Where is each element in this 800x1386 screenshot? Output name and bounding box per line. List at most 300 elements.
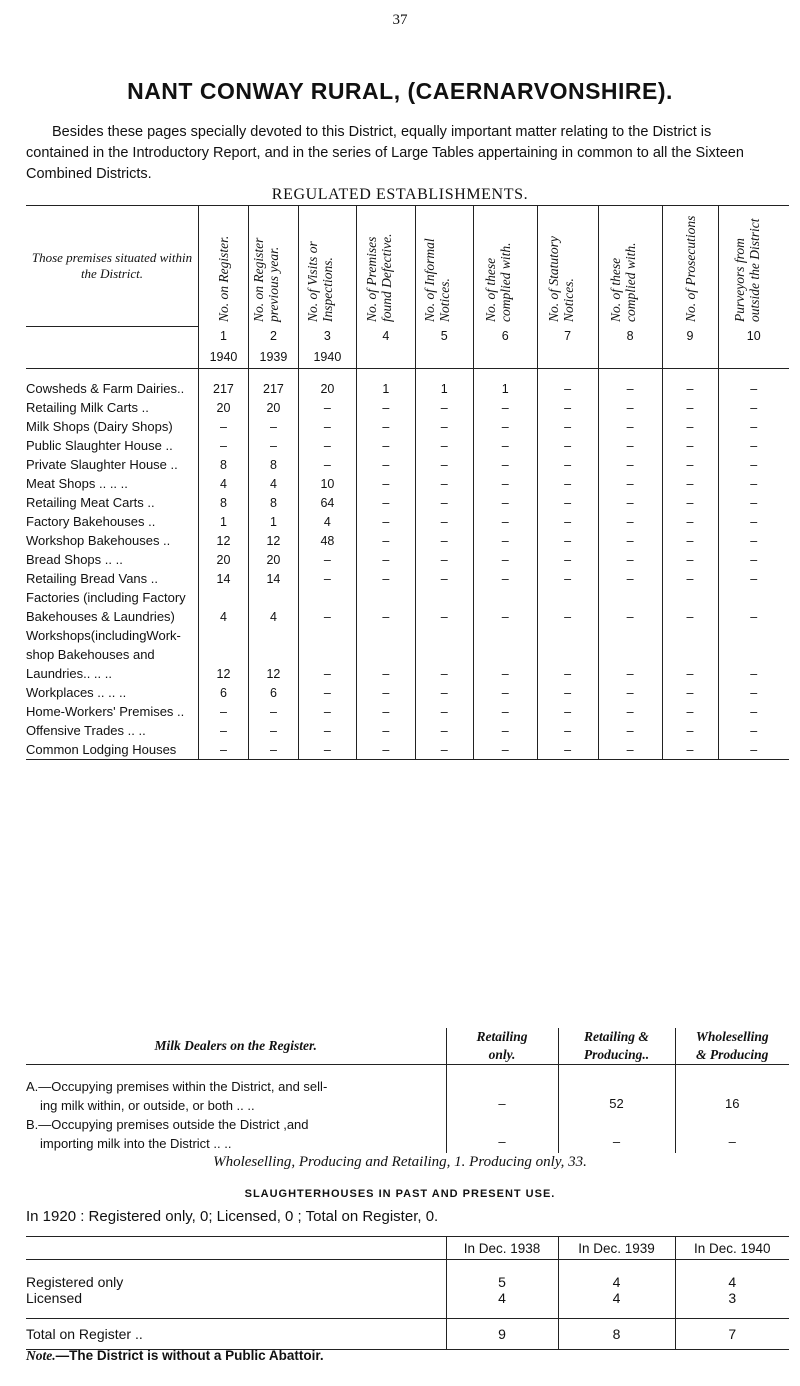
table-cell: – <box>248 721 298 740</box>
table-row <box>26 531 789 550</box>
table-cell: – <box>537 531 598 550</box>
table-cell <box>356 626 415 645</box>
column-header: No. of these complied with. <box>473 206 537 327</box>
table-row <box>26 474 789 493</box>
table-cell: – <box>415 531 473 550</box>
table-row <box>26 683 789 702</box>
table-cell <box>356 645 415 664</box>
page-title: NANT CONWAY RURAL, (CAERNARVONSHIRE). <box>127 78 673 104</box>
table-cell: – <box>537 569 598 588</box>
table-cell: – <box>718 379 789 398</box>
table-cell <box>662 588 718 607</box>
table-cell: 4 <box>248 607 298 626</box>
table-cell: – <box>415 493 473 512</box>
row-label: Workshops(includingWork- <box>26 628 181 643</box>
row-label: Workplaces .. .. .. <box>26 685 127 700</box>
table-cell <box>415 626 473 645</box>
table-cell: 8 <box>248 493 298 512</box>
table-cell: – <box>473 569 537 588</box>
table-cell: – <box>415 740 473 760</box>
table-cell: – <box>356 569 415 588</box>
table-cell: 12 <box>198 531 248 550</box>
note-prefix: Note. <box>26 1348 56 1363</box>
note <box>26 1348 324 1364</box>
table-cell: – <box>298 417 356 436</box>
table-cell: 217 <box>248 379 298 398</box>
table-row <box>26 702 789 721</box>
header-row <box>26 206 789 327</box>
table-cell: – <box>198 702 248 721</box>
table-cell: 8 <box>198 455 248 474</box>
table-row <box>26 417 789 436</box>
table-cell: – <box>662 512 718 531</box>
table-cell: – <box>537 607 598 626</box>
table-cell: – <box>415 607 473 626</box>
table-cell: 4 <box>298 512 356 531</box>
table-cell: – <box>473 493 537 512</box>
table-cell <box>598 588 662 607</box>
table-cell: – <box>356 683 415 702</box>
slaughterhouses-table <box>26 1236 789 1350</box>
table-row <box>26 512 789 531</box>
table-cell: – <box>718 455 789 474</box>
intro-paragraph: Besides these pages specially devoted to this District, equally important matter relating to the District is contained in the Introductory Report, and in the series of Large Tables appertaining in common to all the Sixteen Combined Districts. <box>26 124 744 182</box>
table-cell: – <box>415 664 473 683</box>
table-cell: – <box>356 474 415 493</box>
column-number: 4 <box>356 326 415 346</box>
column-year: 1939 <box>248 346 298 369</box>
column-year <box>473 346 537 369</box>
row-label: Bread Shops .. .. <box>26 552 123 567</box>
table-cell: – <box>598 455 662 474</box>
table-cell: – <box>248 740 298 760</box>
slaughter-row: Registered only 5 4 4 <box>26 1260 789 1291</box>
table-cell: – <box>473 417 537 436</box>
column-header: No. of these complied with. <box>598 206 662 327</box>
table-cell: 20 <box>248 398 298 417</box>
table-cell: – <box>473 721 537 740</box>
table-row <box>26 588 789 607</box>
table-cell <box>598 645 662 664</box>
table-cell: – <box>598 474 662 493</box>
table-cell: 1 <box>473 379 537 398</box>
column-header: Purveyors from outside the District <box>718 206 789 327</box>
table-cell: 48 <box>298 531 356 550</box>
table-cell: 20 <box>198 550 248 569</box>
table-cell: – <box>415 455 473 474</box>
table-cell <box>473 588 537 607</box>
table-cell: – <box>356 721 415 740</box>
table-cell: – <box>415 398 473 417</box>
row-label: shop Bakehouses and <box>26 647 155 662</box>
table-cell: – <box>298 436 356 455</box>
table-cell: 64 <box>298 493 356 512</box>
table-cell: – <box>473 512 537 531</box>
table-cell: – <box>598 607 662 626</box>
milk-row-a: A.—Occupying premises within the District, and sell- ing milk within, or outside, or both .. .. – 52 16 <box>26 1065 789 1116</box>
table-cell <box>248 588 298 607</box>
table-row <box>26 493 789 512</box>
milk-row-b: B.—Occupying premises outside the District ,and importing milk into the District .. .. – – – <box>26 1115 789 1153</box>
table-cell: – <box>415 474 473 493</box>
row-label: Cowsheds & Farm Dairies.. <box>26 381 185 396</box>
table-row <box>26 436 789 455</box>
table-cell: – <box>662 740 718 760</box>
table-cell: – <box>598 721 662 740</box>
table-cell <box>415 588 473 607</box>
column-number: 8 <box>598 326 662 346</box>
table-cell: – <box>198 436 248 455</box>
table-cell: – <box>662 493 718 512</box>
slaughter-col: In Dec. 1939 <box>558 1237 675 1260</box>
table-row <box>26 740 789 760</box>
table-cell: 10 <box>298 474 356 493</box>
table-cell: – <box>537 550 598 569</box>
table-row <box>26 550 789 569</box>
table-cell: – <box>356 455 415 474</box>
milk-col-retailing: Retailing only. <box>446 1028 558 1065</box>
table-cell: – <box>415 436 473 455</box>
table-cell: – <box>356 702 415 721</box>
table-row <box>26 607 789 626</box>
table-cell <box>718 626 789 645</box>
column-year <box>356 346 415 369</box>
row-label: Bakehouses & Laundries) <box>26 609 175 624</box>
table-cell: – <box>598 569 662 588</box>
table-cell: – <box>298 455 356 474</box>
table-cell: 1 <box>248 512 298 531</box>
table-cell: – <box>537 455 598 474</box>
table-cell: 6 <box>198 683 248 702</box>
row-label: Retailing Bread Vans .. <box>26 571 158 586</box>
column-year <box>415 346 473 369</box>
table-cell: – <box>598 702 662 721</box>
section-title: REGULATED ESTABLISHMENTS. <box>271 186 529 203</box>
table-cell: – <box>198 740 248 760</box>
column-year <box>718 346 789 369</box>
column-year <box>537 346 598 369</box>
table-cell: – <box>473 683 537 702</box>
table-cell: – <box>298 721 356 740</box>
column-number: 5 <box>415 326 473 346</box>
row-label: Public Slaughter House .. <box>26 438 173 453</box>
table-cell: – <box>598 740 662 760</box>
milk-col-wholesale-producing: Wholeselling & Producing <box>675 1028 789 1065</box>
column-number: 10 <box>718 326 789 346</box>
table-cell: – <box>598 379 662 398</box>
table-cell <box>298 645 356 664</box>
table-cell: – <box>718 683 789 702</box>
table-cell <box>537 645 598 664</box>
table-cell <box>298 626 356 645</box>
table-cell: 4 <box>248 474 298 493</box>
slaughter-col: In Dec. 1940 <box>675 1237 789 1260</box>
table-cell <box>537 626 598 645</box>
table-cell: 20 <box>198 398 248 417</box>
table-cell: – <box>662 379 718 398</box>
column-number: 2 <box>248 326 298 346</box>
table-cell: – <box>662 607 718 626</box>
table-cell: 12 <box>248 531 298 550</box>
column-number: 1 <box>198 326 248 346</box>
table-row <box>26 455 789 474</box>
table-cell <box>248 626 298 645</box>
table-cell: 1 <box>356 379 415 398</box>
table-cell: – <box>662 531 718 550</box>
table-cell: – <box>356 664 415 683</box>
column-year: 1940 <box>198 346 248 369</box>
table-cell: – <box>662 664 718 683</box>
table-cell: – <box>356 531 415 550</box>
table-cell: – <box>537 436 598 455</box>
row-label: Meat Shops .. .. .. <box>26 476 128 491</box>
table-cell: – <box>473 607 537 626</box>
table-cell: – <box>473 664 537 683</box>
table-cell: – <box>473 740 537 760</box>
table-cell: – <box>473 531 537 550</box>
slaughterhouses-heading: SLAUGHTERHOUSES IN PAST AND PRESENT USE. <box>244 1188 556 1200</box>
table-cell: – <box>473 550 537 569</box>
table-cell: – <box>537 683 598 702</box>
table-cell <box>718 645 789 664</box>
table-cell <box>473 626 537 645</box>
table-cell: – <box>298 607 356 626</box>
column-number: 9 <box>662 326 718 346</box>
table-cell: – <box>537 740 598 760</box>
milk-footer: Wholeselling, Producing and Retailing, 1. Producing only, 33. <box>213 1154 587 1170</box>
table-cell: 217 <box>198 379 248 398</box>
table-cell <box>537 588 598 607</box>
row-label: Factories (including Factory <box>26 590 186 605</box>
table-cell: – <box>298 740 356 760</box>
table-cell: – <box>718 531 789 550</box>
table-cell: – <box>298 664 356 683</box>
table-cell: – <box>248 702 298 721</box>
table-cell: 20 <box>298 379 356 398</box>
table-cell <box>198 588 248 607</box>
row-label: Laundries.. .. .. <box>26 666 112 681</box>
table-cell: – <box>718 493 789 512</box>
table-cell: – <box>473 436 537 455</box>
table-cell: – <box>473 702 537 721</box>
table-cell: – <box>415 569 473 588</box>
table-cell: – <box>662 455 718 474</box>
slaughter-total-row: Total on Register .. 9 8 7 <box>26 1319 789 1350</box>
table-cell <box>598 626 662 645</box>
table-row <box>26 569 789 588</box>
table-cell: 1 <box>415 379 473 398</box>
table-cell: – <box>662 398 718 417</box>
table-cell: 8 <box>248 455 298 474</box>
table-cell: – <box>298 702 356 721</box>
table-row <box>26 664 789 683</box>
row-label: Common Lodging Houses <box>26 740 198 760</box>
column-number-row <box>26 326 789 346</box>
table-cell: – <box>356 417 415 436</box>
table-cell: – <box>415 512 473 531</box>
slaughter-header-row <box>26 1237 789 1260</box>
table-cell: – <box>248 436 298 455</box>
row-label: Retailing Meat Carts .. <box>26 495 155 510</box>
table-cell: – <box>473 398 537 417</box>
table-cell: – <box>198 721 248 740</box>
table-cell: – <box>662 417 718 436</box>
table-cell: – <box>598 531 662 550</box>
table-cell: – <box>662 550 718 569</box>
table-cell: – <box>537 702 598 721</box>
column-header: No. of Premises found Defective. <box>356 206 415 327</box>
table-cell: 20 <box>248 550 298 569</box>
table-cell: – <box>537 721 598 740</box>
column-number: 7 <box>537 326 598 346</box>
table-cell: – <box>718 740 789 760</box>
table-cell <box>248 645 298 664</box>
table-cell: – <box>662 702 718 721</box>
table-row <box>26 379 789 398</box>
table-cell: – <box>415 683 473 702</box>
column-year <box>662 346 718 369</box>
column-header: No. of Statutory Notices. <box>537 206 598 327</box>
table-cell: – <box>598 664 662 683</box>
establishments-table <box>26 205 789 760</box>
table-cell <box>718 588 789 607</box>
establishments-body <box>26 379 789 760</box>
milk-header-row <box>26 1028 789 1065</box>
table-cell: – <box>415 417 473 436</box>
table-cell: – <box>598 493 662 512</box>
row-label: Offensive Trades .. .. <box>26 723 146 738</box>
table-cell: – <box>662 474 718 493</box>
table-cell: – <box>298 569 356 588</box>
column-number: 3 <box>298 326 356 346</box>
table-cell: – <box>537 417 598 436</box>
table-cell: – <box>298 398 356 417</box>
column-header: No. on Register. <box>198 206 248 327</box>
table-cell: 4 <box>198 607 248 626</box>
table-cell: – <box>356 512 415 531</box>
table-cell: – <box>356 607 415 626</box>
column-header: No. on Register previous year. <box>248 206 298 327</box>
table-cell: 12 <box>198 664 248 683</box>
table-cell <box>298 588 356 607</box>
table-cell <box>198 645 248 664</box>
table-cell: – <box>537 379 598 398</box>
column-header: No. of Prosecutions <box>662 206 718 327</box>
table-cell <box>473 645 537 664</box>
slaughterhouses-1920: In 1920 : Registered only, 0; Licensed, 0 ; Total on Register, 0. <box>26 1208 439 1225</box>
table-cell: – <box>415 721 473 740</box>
table-cell: 12 <box>248 664 298 683</box>
table-cell: – <box>473 474 537 493</box>
row-header: Those premises situated within the District. <box>26 206 198 327</box>
table-cell: – <box>662 569 718 588</box>
table-cell: – <box>718 398 789 417</box>
table-cell <box>356 588 415 607</box>
table-cell: – <box>537 512 598 531</box>
column-header: No. of Visits or Inspections. <box>298 206 356 327</box>
table-cell: – <box>415 550 473 569</box>
table-cell: – <box>356 436 415 455</box>
table-cell: – <box>537 493 598 512</box>
table-cell: – <box>537 398 598 417</box>
table-cell <box>198 626 248 645</box>
table-cell: – <box>718 550 789 569</box>
milk-col-retail-producing: Retailing & Producing.. <box>558 1028 675 1065</box>
table-cell: – <box>537 664 598 683</box>
milk-heading: Milk Dealers on the Register. <box>154 1038 317 1053</box>
table-cell: – <box>356 740 415 760</box>
table-cell: 14 <box>198 569 248 588</box>
column-year-row <box>26 346 789 369</box>
table-cell: – <box>537 474 598 493</box>
row-label: Home-Workers' Premises .. <box>26 704 185 719</box>
table-cell: – <box>718 702 789 721</box>
table-cell: – <box>598 550 662 569</box>
table-cell: 1 <box>198 512 248 531</box>
table-cell: – <box>718 569 789 588</box>
table-row <box>26 626 789 645</box>
table-cell: – <box>598 512 662 531</box>
table-row <box>26 721 789 740</box>
table-cell: – <box>198 417 248 436</box>
table-cell: – <box>356 550 415 569</box>
table-cell: – <box>473 455 537 474</box>
table-row <box>26 645 789 664</box>
table-cell: – <box>662 721 718 740</box>
table-cell: – <box>356 398 415 417</box>
table-cell: – <box>718 512 789 531</box>
column-year: 1940 <box>298 346 356 369</box>
column-number: 6 <box>473 326 537 346</box>
table-cell <box>415 645 473 664</box>
table-cell: – <box>415 702 473 721</box>
table-cell: 4 <box>198 474 248 493</box>
table-cell: 8 <box>198 493 248 512</box>
note-text: —The District is without a Public Abattoir. <box>55 1348 324 1363</box>
table-cell: – <box>298 683 356 702</box>
row-label: Milk Shops (Dairy Shops) <box>26 419 173 434</box>
page-number: 37 <box>392 12 408 28</box>
table-cell: 14 <box>248 569 298 588</box>
table-cell: 6 <box>248 683 298 702</box>
table-cell: – <box>718 474 789 493</box>
column-year <box>598 346 662 369</box>
column-header: No. of Informal Notices. <box>415 206 473 327</box>
table-cell: – <box>356 493 415 512</box>
slaughter-row: Licensed 4 4 3 <box>26 1290 789 1319</box>
table-cell: – <box>598 683 662 702</box>
table-cell <box>662 645 718 664</box>
milk-dealers-table <box>26 1028 789 1153</box>
table-cell: – <box>718 417 789 436</box>
table-cell: – <box>662 683 718 702</box>
table-cell: – <box>718 607 789 626</box>
table-cell: – <box>662 436 718 455</box>
row-label: Factory Bakehouses .. <box>26 514 156 529</box>
table-row <box>26 398 789 417</box>
slaughter-col: In Dec. 1938 <box>446 1237 558 1260</box>
table-cell: – <box>248 417 298 436</box>
table-cell: – <box>598 398 662 417</box>
table-cell: – <box>718 721 789 740</box>
row-label: Private Slaughter House .. <box>26 457 178 472</box>
row-label: Workshop Bakehouses .. <box>26 533 171 548</box>
table-cell <box>662 626 718 645</box>
table-cell: – <box>718 436 789 455</box>
table-cell: – <box>598 436 662 455</box>
table-cell: – <box>718 664 789 683</box>
row-label: Retailing Milk Carts .. <box>26 400 149 415</box>
